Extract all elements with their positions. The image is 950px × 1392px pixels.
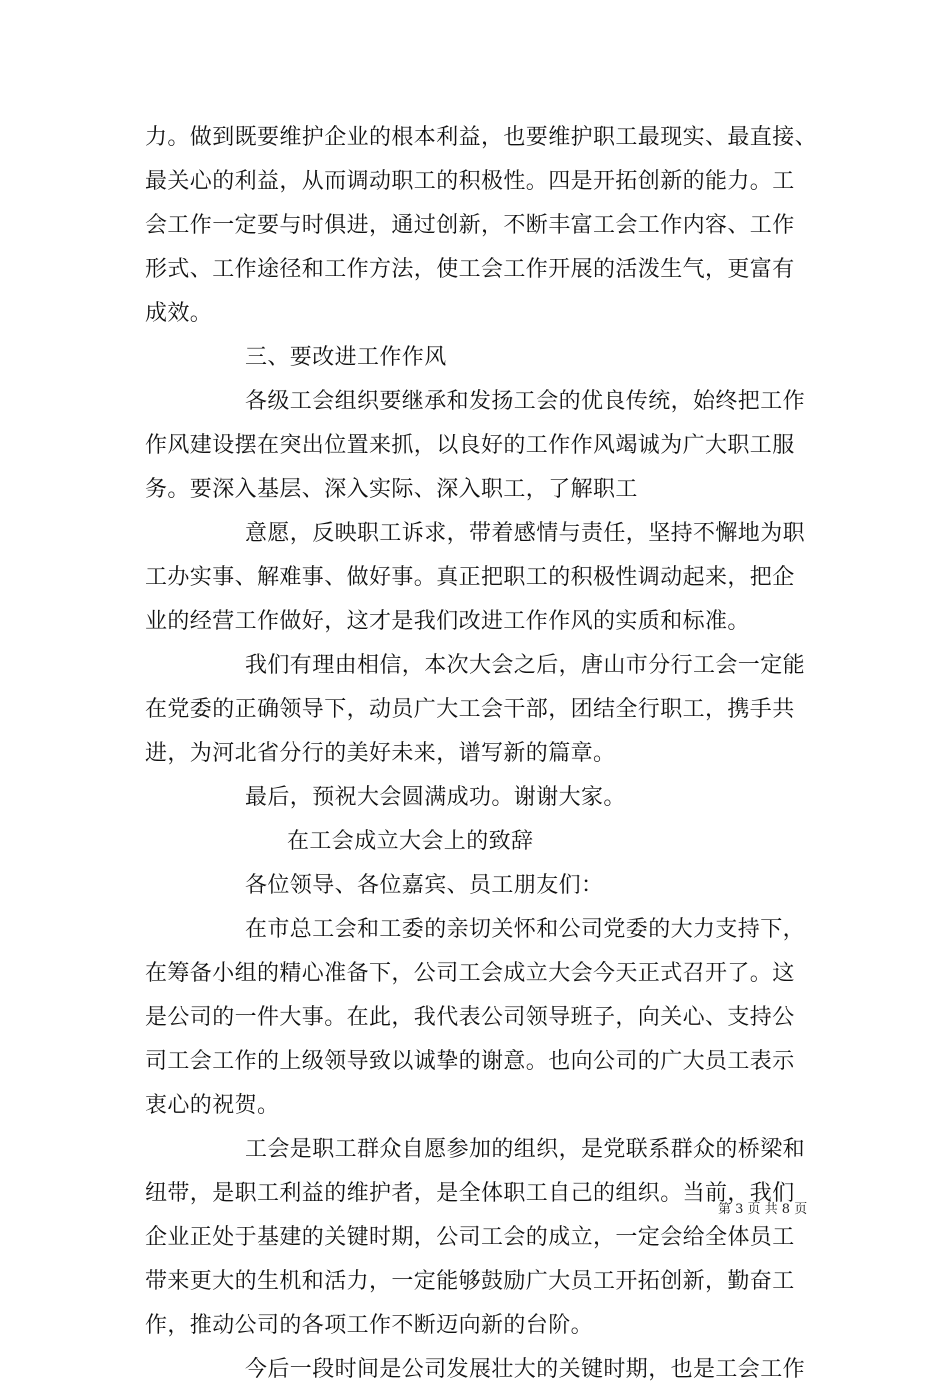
text-line: 意愿，反映职工诉求，带着感情与责任，坚持不懈地为职 — [245, 521, 806, 546]
text-line: 今后一段时间是公司发展壮大的关键时期，也是工会工作 — [245, 1357, 806, 1382]
text-line: 我们有理由相信，本次大会之后，唐山市分行工会一定能 — [245, 653, 806, 678]
text-line: 工会是职工群众自愿参加的组织，是党联系群众的桥梁和 — [245, 1137, 806, 1162]
text-line: 进，为河北省分行的美好未来，谱写新的篇章。 — [145, 741, 616, 766]
text-line: 业的经营工作做好，这才是我们改进工作作风的实质和标准。 — [145, 609, 750, 634]
text-line: 成效。 — [145, 301, 213, 326]
text-line: 最关心的利益，从而调动职工的积极性。四是开拓创新的能力。工 — [145, 169, 795, 194]
section-heading: 三、要改进工作作风 — [245, 345, 447, 370]
text-line: 带来更大的生机和活力，一定能够鼓励广大员工开拓创新，勤奋工 — [145, 1269, 795, 1294]
text-line: 作，推动公司的各项工作不断迈向新的台阶。 — [145, 1313, 594, 1338]
text-line: 企业正处于基建的关键时期，公司工会的成立，一定会给全体员工 — [145, 1225, 795, 1250]
salutation: 各位领导、各位嘉宾、员工朋友们： — [245, 873, 604, 898]
page-number: 第 3 页 共 8 页 — [718, 1202, 808, 1217]
document-title: 在工会成立大会上的致辞 — [287, 829, 534, 854]
text-line: 形式、工作途径和工作方法，使工会工作开展的活泼生气，更富有 — [145, 257, 795, 282]
text-line: 在市总工会和工委的亲切关怀和公司党委的大力支持下， — [245, 917, 806, 942]
text-line: 是公司的一件大事。在此，我代表公司领导班子，向关心、支持公 — [145, 1005, 795, 1030]
text-line: 务。要深入基层、深入实际、深入职工，了解职工 — [145, 477, 638, 502]
text-line: 司工会工作的上级领导致以诚挚的谢意。也向公司的广大员工表示 — [145, 1049, 795, 1074]
text-line: 会工作一定要与时俱进，通过创新，不断丰富工会工作内容、工作 — [145, 213, 795, 238]
text-line: 纽带，是职工利益的维护者，是全体职工自己的组织。当前，我们 — [145, 1181, 795, 1206]
text-line: 最后，预祝大会圆满成功。谢谢大家。 — [245, 785, 626, 810]
text-line: 作风建设摆在突出位置来抓，以良好的工作作风竭诚为广大职工服 — [145, 433, 795, 458]
text-line: 工办实事、解难事、做好事。真正把职工的积极性调动起来，把企 — [145, 565, 795, 590]
text-line: 在筹备小组的精心准备下，公司工会成立大会今天正式召开了。这 — [145, 961, 795, 986]
text-line: 在党委的正确领导下，动员广大工会干部，团结全行职工，携手共 — [145, 697, 795, 722]
text-line: 衷心的祝贺。 — [145, 1093, 280, 1118]
text-line: 力。做到既要维护企业的根本利益，也要维护职工最现实、最直接、 — [145, 125, 818, 150]
text-line: 各级工会组织要继承和发扬工会的优良传统，始终把工作 — [245, 389, 806, 414]
